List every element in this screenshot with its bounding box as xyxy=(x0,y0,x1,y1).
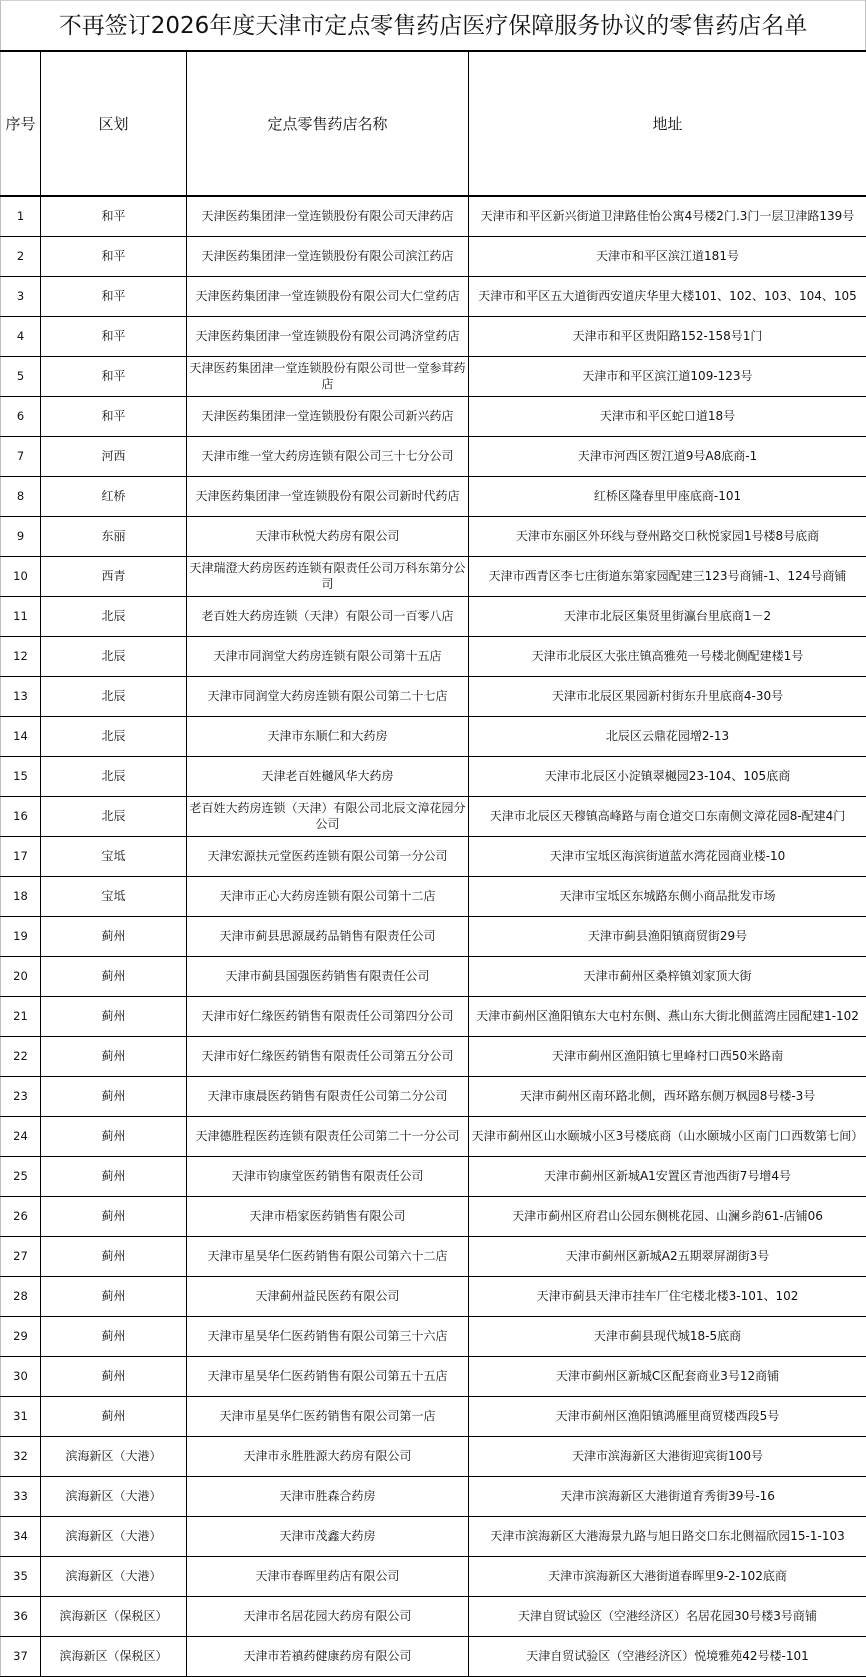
cell-area: 滨海新区（大港） xyxy=(41,1436,187,1476)
cell-area: 北辰 xyxy=(41,636,187,676)
cell-address: 天津市北辰区大张庄镇高雅苑一号楼北侧配建楼1号 xyxy=(469,636,866,676)
cell-area: 西青 xyxy=(41,556,187,596)
cell-name: 天津市永胜胜源大药房有限公司 xyxy=(187,1436,469,1476)
cell-address: 天津市北辰区集贤里街瀛台里底商1－2 xyxy=(469,596,866,636)
header-name: 定点零售药店名称 xyxy=(187,51,469,196)
cell-address: 天津市河西区贺江道9号A8底商-1 xyxy=(469,436,866,476)
cell-no: 11 xyxy=(1,596,41,636)
cell-area: 蓟州 xyxy=(41,1036,187,1076)
cell-name: 天津医药集团津一堂连锁股份有限公司大仁堂药店 xyxy=(187,276,469,316)
header-area: 区划 xyxy=(41,51,187,196)
cell-address: 天津市蓟县天津市挂车厂住宅楼北楼3-101、102 xyxy=(469,1276,866,1316)
cell-address: 天津市北辰区小淀镇翠樾园23-104、105底商 xyxy=(469,756,866,796)
document-title: 不再签订2026年度天津市定点零售药店医疗保障服务协议的零售药店名单 xyxy=(0,0,866,50)
table-row xyxy=(1,1196,866,1236)
cell-address: 天津市蓟州区府君山公园东侧桃花园、山澜乡韵61-店铺06 xyxy=(469,1196,866,1236)
cell-area: 滨海新区（大港） xyxy=(41,1516,187,1556)
cell-name: 天津医药集团津一堂连锁股份有限公司新兴药店 xyxy=(187,396,469,436)
cell-area: 蓟州 xyxy=(41,1316,187,1356)
table-row xyxy=(1,676,866,716)
cell-area: 蓟州 xyxy=(41,1396,187,1436)
table-row xyxy=(1,436,866,476)
cell-name: 天津市维一堂大药房连锁有限公司三十七分公司 xyxy=(187,436,469,476)
table-row xyxy=(1,1436,866,1476)
cell-no: 9 xyxy=(1,516,41,556)
cell-address: 天津市和平区蛇口道18号 xyxy=(469,396,866,436)
table-row xyxy=(1,1356,866,1396)
cell-address: 天津市和平区滨江道181号 xyxy=(469,236,866,276)
cell-no: 16 xyxy=(1,796,41,836)
cell-area: 蓟州 xyxy=(41,1276,187,1316)
table-row xyxy=(1,276,866,316)
cell-no: 5 xyxy=(1,356,41,396)
cell-address: 天津市滨海新区大港海景九路与旭日路交口东北侧福欣园15-1-103 xyxy=(469,1516,866,1556)
cell-name: 天津医药集团津一堂连锁股份有限公司鸿济堂药店 xyxy=(187,316,469,356)
header-address: 地址 xyxy=(469,51,866,196)
table-row xyxy=(1,196,866,236)
cell-no: 14 xyxy=(1,716,41,756)
table-row xyxy=(1,716,866,756)
cell-no: 21 xyxy=(1,996,41,1036)
table-row xyxy=(1,1596,866,1636)
cell-address: 天津市西青区李七庄街道东第家园配建三123号商铺-1、124号商铺 xyxy=(469,556,866,596)
cell-no: 2 xyxy=(1,236,41,276)
cell-area: 滨海新区（保税区） xyxy=(41,1636,187,1676)
cell-name: 天津市康晨医药销售有限责任公司第二分公司 xyxy=(187,1076,469,1116)
cell-name: 天津市星昊华仁医药销售有限公司第三十六店 xyxy=(187,1316,469,1356)
table-row xyxy=(1,1116,866,1156)
cell-address: 天津市蓟州区山水颐城小区3号楼底商（山水颐城小区南门口西数第七间） xyxy=(469,1116,866,1156)
cell-name: 天津市星昊华仁医药销售有限公司第六十二店 xyxy=(187,1236,469,1276)
cell-name: 天津市同润堂大药房连锁有限公司第二十七店 xyxy=(187,676,469,716)
table-row xyxy=(1,1516,866,1556)
cell-no: 34 xyxy=(1,1516,41,1556)
cell-name: 天津市名居花园大药房有限公司 xyxy=(187,1596,469,1636)
table-row xyxy=(1,796,866,836)
cell-area: 北辰 xyxy=(41,716,187,756)
cell-area: 蓟州 xyxy=(41,1076,187,1116)
cell-name: 天津市秋悦大药房有限公司 xyxy=(187,516,469,556)
cell-address: 天津市蓟州区新城C区配套商业3号12商铺 xyxy=(469,1356,866,1396)
table-row xyxy=(1,1236,866,1276)
cell-no: 22 xyxy=(1,1036,41,1076)
cell-no: 37 xyxy=(1,1636,41,1676)
cell-area: 蓟州 xyxy=(41,1236,187,1276)
cell-name: 天津德胜程医药连锁有限责任公司第二十一分公司 xyxy=(187,1116,469,1156)
cell-no: 15 xyxy=(1,756,41,796)
table-row xyxy=(1,636,866,676)
cell-address: 天津市蓟州区新城A1安置区青池西街7号增4号 xyxy=(469,1156,866,1196)
table-row xyxy=(1,316,866,356)
cell-no: 28 xyxy=(1,1276,41,1316)
cell-name: 天津市好仁缘医药销售有限责任公司第五分公司 xyxy=(187,1036,469,1076)
table-row xyxy=(1,756,866,796)
table-row xyxy=(1,556,866,596)
cell-address: 天津市宝坻区海滨街道蓝水湾花园商业楼-10 xyxy=(469,836,866,876)
cell-address: 天津自贸试验区（空港经济区）悦境雅苑42号楼-101 xyxy=(469,1636,866,1676)
cell-no: 26 xyxy=(1,1196,41,1236)
cell-no: 31 xyxy=(1,1396,41,1436)
cell-no: 35 xyxy=(1,1556,41,1596)
cell-area: 和平 xyxy=(41,276,187,316)
cell-no: 7 xyxy=(1,436,41,476)
cell-no: 12 xyxy=(1,636,41,676)
cell-address: 天津市蓟州区新城A2五期翠屏湖街3号 xyxy=(469,1236,866,1276)
table-row xyxy=(1,596,866,636)
cell-address: 天津市宝坻区东城路东侧小商品批发市场 xyxy=(469,876,866,916)
cell-name: 天津市胜森合药房 xyxy=(187,1476,469,1516)
cell-area: 河西 xyxy=(41,436,187,476)
cell-address: 天津市蓟州区渔阳镇七里峰村口西50米路南 xyxy=(469,1036,866,1076)
table-row xyxy=(1,956,866,996)
table-row xyxy=(1,516,866,556)
cell-name: 天津瑞澄大药房医药连锁有限责任公司万科东第分公司 xyxy=(187,556,469,596)
cell-name: 天津市同润堂大药房连锁有限公司第十五店 xyxy=(187,636,469,676)
cell-area: 宝坻 xyxy=(41,836,187,876)
cell-no: 8 xyxy=(1,476,41,516)
table-row xyxy=(1,1396,866,1436)
cell-name: 老百姓大药房连锁（天津）有限公司一百零八店 xyxy=(187,596,469,636)
table-row xyxy=(1,916,866,956)
cell-address: 天津市和平区五大道街西安道庆华里大楼101、102、103、104、105 xyxy=(469,276,866,316)
cell-address: 天津市蓟州区桑梓镇刘家顶大街 xyxy=(469,956,866,996)
cell-no: 13 xyxy=(1,676,41,716)
cell-name: 天津蓟州益民医药有限公司 xyxy=(187,1276,469,1316)
cell-area: 蓟州 xyxy=(41,1356,187,1396)
cell-address: 天津市北辰区果园新村街东升里底商4-30号 xyxy=(469,676,866,716)
cell-area: 北辰 xyxy=(41,676,187,716)
cell-address: 天津市滨海新区大港街迎宾街100号 xyxy=(469,1436,866,1476)
cell-area: 北辰 xyxy=(41,756,187,796)
cell-area: 滨海新区（大港） xyxy=(41,1476,187,1516)
cell-area: 蓟州 xyxy=(41,1156,187,1196)
cell-area: 东丽 xyxy=(41,516,187,556)
cell-no: 30 xyxy=(1,1356,41,1396)
table-row xyxy=(1,1036,866,1076)
cell-address: 天津市和平区新兴街道卫津路佳怡公寓4号楼2门.3门一层卫津路139号 xyxy=(469,196,866,236)
cell-name: 天津医药集团津一堂连锁股份有限公司世一堂参茸药店 xyxy=(187,356,469,396)
cell-area: 蓟州 xyxy=(41,956,187,996)
cell-address: 天津市蓟县渔阳镇商贸街29号 xyxy=(469,916,866,956)
cell-name: 老百姓大药房连锁（天津）有限公司北辰文漳花园分公司 xyxy=(187,796,469,836)
cell-name: 天津医药集团津一堂连锁股份有限公司新时代药店 xyxy=(187,476,469,516)
table-row xyxy=(1,236,866,276)
table-row xyxy=(1,1556,866,1596)
cell-name: 天津宏源扶元堂医药连锁有限公司第一分公司 xyxy=(187,836,469,876)
cell-name: 天津市春晖里药店有限公司 xyxy=(187,1556,469,1596)
cell-no: 6 xyxy=(1,396,41,436)
cell-address: 天津市和平区滨江道109-123号 xyxy=(469,356,866,396)
table-row xyxy=(1,1076,866,1116)
cell-area: 蓟州 xyxy=(41,916,187,956)
cell-no: 18 xyxy=(1,876,41,916)
cell-name: 天津市蓟县国强医药销售有限责任公司 xyxy=(187,956,469,996)
cell-address: 天津市滨海新区大港街道育秀街39号-16 xyxy=(469,1476,866,1516)
table-row xyxy=(1,1316,866,1356)
cell-address: 天津市东丽区外环线与登州路交口秋悦家园1号楼8号底商 xyxy=(469,516,866,556)
cell-address: 天津市和平区贵阳路152-158号1门 xyxy=(469,316,866,356)
cell-name: 天津医药集团津一堂连锁股份有限公司滨江药店 xyxy=(187,236,469,276)
cell-name: 天津市若禛药健康药房有限公司 xyxy=(187,1636,469,1676)
table-row xyxy=(1,1636,866,1676)
table-row xyxy=(1,876,866,916)
table-row xyxy=(1,356,866,396)
cell-area: 蓟州 xyxy=(41,1116,187,1156)
cell-no: 24 xyxy=(1,1116,41,1156)
cell-name: 天津市好仁缘医药销售有限责任公司第四分公司 xyxy=(187,996,469,1036)
cell-area: 和平 xyxy=(41,316,187,356)
cell-no: 10 xyxy=(1,556,41,596)
cell-address: 北辰区云鼎花园增2-13 xyxy=(469,716,866,756)
cell-name: 天津市钧康堂医药销售有限责任公司 xyxy=(187,1156,469,1196)
cell-area: 和平 xyxy=(41,356,187,396)
cell-address: 天津市北辰区天穆镇高峰路与南仓道交口东南侧文漳花园8-配建4门 xyxy=(469,796,866,836)
cell-name: 天津市正心大药房连锁有限公司第十二店 xyxy=(187,876,469,916)
cell-address: 天津市蓟州区渔阳镇鸿雁里商贸楼西段5号 xyxy=(469,1396,866,1436)
cell-no: 29 xyxy=(1,1316,41,1356)
cell-no: 32 xyxy=(1,1436,41,1476)
cell-name: 天津市星昊华仁医药销售有限公司第五十五店 xyxy=(187,1356,469,1396)
cell-address: 天津自贸试验区（空港经济区）名居花园30号楼3号商铺 xyxy=(469,1596,866,1636)
table-row xyxy=(1,396,866,436)
cell-no: 17 xyxy=(1,836,41,876)
cell-area: 滨海新区（大港） xyxy=(41,1556,187,1596)
cell-area: 北辰 xyxy=(41,796,187,836)
header-no: 序号 xyxy=(1,51,41,196)
cell-name: 天津市东顺仁和大药房 xyxy=(187,716,469,756)
cell-name: 天津市星昊华仁医药销售有限公司第一店 xyxy=(187,1396,469,1436)
cell-name: 天津医药集团津一堂连锁股份有限公司天津药店 xyxy=(187,196,469,236)
cell-no: 4 xyxy=(1,316,41,356)
cell-area: 红桥 xyxy=(41,476,187,516)
table-row xyxy=(1,836,866,876)
table-row xyxy=(1,1276,866,1316)
cell-area: 宝坻 xyxy=(41,876,187,916)
cell-address: 天津市蓟县现代城18-5底商 xyxy=(469,1316,866,1356)
cell-no: 27 xyxy=(1,1236,41,1276)
cell-no: 3 xyxy=(1,276,41,316)
cell-no: 36 xyxy=(1,1596,41,1636)
cell-area: 和平 xyxy=(41,396,187,436)
cell-no: 23 xyxy=(1,1076,41,1116)
cell-name: 天津市梧家医药销售有限公司 xyxy=(187,1196,469,1236)
cell-area: 滨海新区（保税区） xyxy=(41,1596,187,1636)
header-row xyxy=(1,51,866,196)
table-row xyxy=(1,476,866,516)
cell-no: 20 xyxy=(1,956,41,996)
cell-address: 天津市滨海新区大港街道春晖里9-2-102底商 xyxy=(469,1556,866,1596)
cell-address: 红桥区隆春里甲座底商-101 xyxy=(469,476,866,516)
table-row xyxy=(1,996,866,1036)
cell-area: 和平 xyxy=(41,196,187,236)
cell-no: 19 xyxy=(1,916,41,956)
cell-no: 25 xyxy=(1,1156,41,1196)
table-row xyxy=(1,1156,866,1196)
cell-name: 天津市蓟县思源晟药品销售有限责任公司 xyxy=(187,916,469,956)
cell-no: 1 xyxy=(1,196,41,236)
cell-address: 天津市蓟州区渔阳镇东大屯村东侧、燕山东大街北侧蓝湾庄园配建1-102 xyxy=(469,996,866,1036)
table-row xyxy=(1,1476,866,1516)
cell-name: 天津老百姓樾风华大药房 xyxy=(187,756,469,796)
cell-address: 天津市蓟州区南环路北侧，西环路东侧万枫园8号楼-3号 xyxy=(469,1076,866,1116)
pharmacy-table xyxy=(0,50,866,1677)
cell-area: 蓟州 xyxy=(41,996,187,1036)
cell-area: 和平 xyxy=(41,236,187,276)
cell-area: 北辰 xyxy=(41,596,187,636)
cell-no: 33 xyxy=(1,1476,41,1516)
cell-name: 天津市茂鑫大药房 xyxy=(187,1516,469,1556)
cell-area: 蓟州 xyxy=(41,1196,187,1236)
